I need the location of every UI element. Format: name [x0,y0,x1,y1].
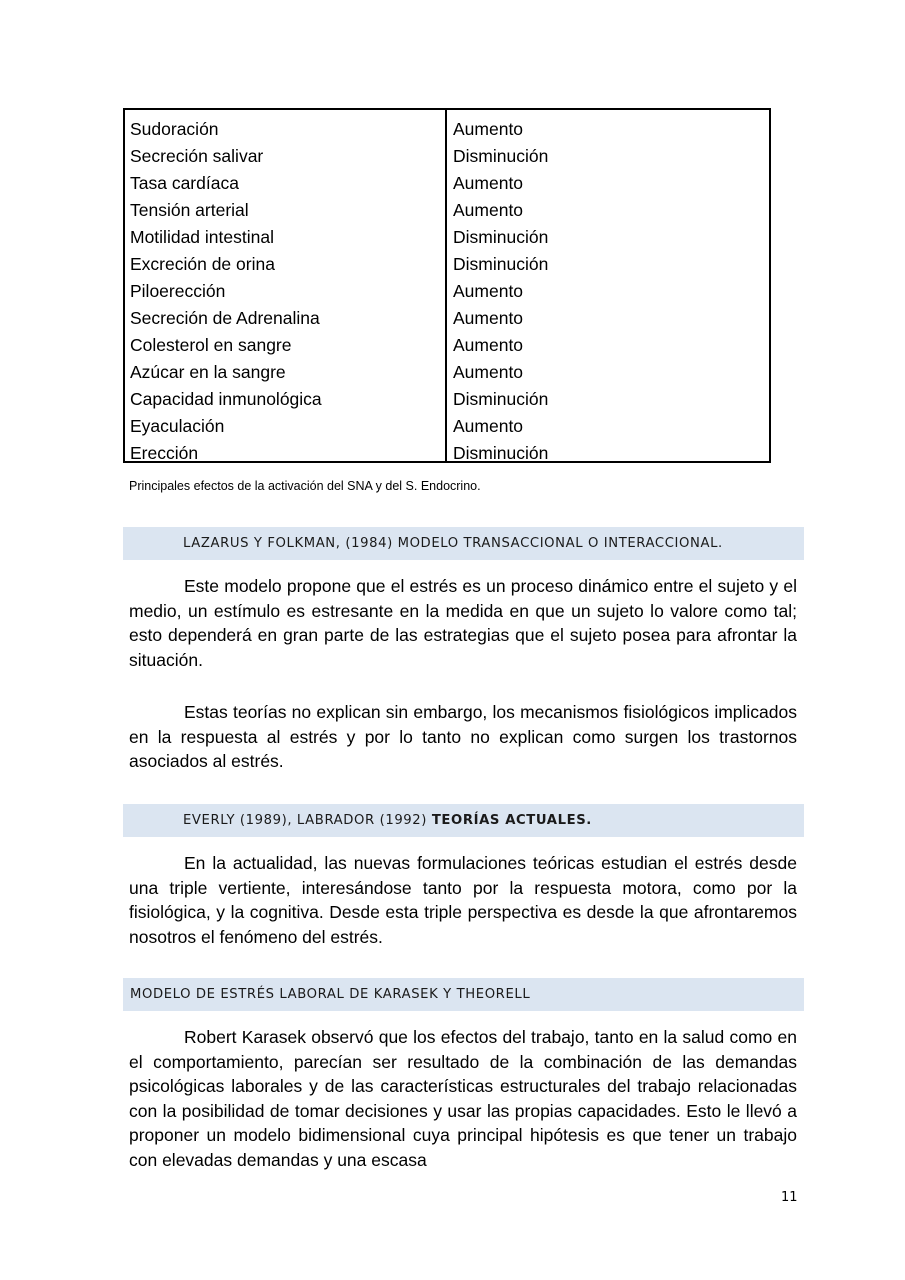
table-cell: Capacidad inmunológica [130,389,322,409]
table-cell: Disminución [453,254,549,274]
table-cell: Disminución [453,443,549,463]
table-cell: Aumento [453,335,524,355]
table-cell: Sudoración [130,119,219,139]
table-cell: Aumento [453,200,524,220]
paragraph: Estas teorías no explican sin embargo, los mecanismos fisiológicos implicados en la respuesta al estrés y por lo tanto no explican como surgen los trastornos asociados al estrés. [129,702,797,771]
table-cell: Aumento [453,308,524,328]
table-cell: Aumento [453,362,524,382]
table-cell: Secreción salivar [130,146,264,166]
table-cell: Colesterol en sangre [130,335,292,355]
heading-prefix: EVERLY (1989), LABRADOR (1992) [183,813,432,828]
effects-column-variable [125,110,447,461]
table-cell: Aumento [453,281,524,301]
table-cell: Aumento [453,416,524,436]
table-cell: Azúcar en la sangre [130,362,286,382]
section-heading-everly [123,804,804,837]
section-heading-lazarus: LAZARUS Y FOLKMAN, (1984) MODELO TRANSACCIONAL O INTERACCIONAL. [123,527,804,560]
table-cell: Aumento [453,119,524,139]
table-cell: Piloerección [130,281,226,301]
table-cell: Aumento [453,173,524,193]
table-cell: Erección [130,443,199,463]
table-cell: Motilidad intestinal [130,227,274,247]
table-cell: Tasa cardíaca [130,173,239,193]
table-cell: Disminución [453,146,549,166]
table-cell: Tensión arterial [130,200,249,220]
table-cell: Disminución [453,227,549,247]
section-heading-karasek: MODELO DE ESTRÉS LABORAL DE KARASEK Y THEORELL [123,978,804,1011]
table-cell: Secreción de Adrenalina [130,308,320,328]
page-number: 11 [781,1190,798,1205]
paragraph: Este modelo propone que el estrés es un proceso dinámico entre el sujeto y el medio, un estímulo es estresante en la medida en que un sujeto lo valore como tal; esto dependerá en gran parte de las estrategias que el sujeto posea para afrontar la situación. [129,576,797,670]
heading-bold: TEORÍAS ACTUALES. [431,813,592,828]
table-caption: Principales efectos de la activación del SNA y del S. Endocrino. [129,479,481,493]
table-cell: Eyaculación [130,416,225,436]
paragraph: Robert Karasek observó que los efectos del trabajo, tanto en la salud como en el comportamiento, parecían ser resultado de la combinación de las demandas psicológicas laborales y de las características estructurales del trabajo relacionadas con la posibilidad de tomar decisiones y usar las propias capacidades. Esto le llevó a proponer un modelo bidimensional cuya principal hipótesis es que tener un trabajo con elevadas demandas y una escasa [129,1027,797,1170]
table-cell: Excreción de orina [130,254,275,274]
table-cell: Disminución [453,389,549,409]
effects-table [123,108,771,463]
effects-column-change [447,110,769,461]
paragraph: En la actualidad, las nuevas formulaciones teóricas estudian el estrés desde una triple vertiente, interesándose tanto por la respuesta motora, como por la fisiológica, y la cognitiva. Desde esta triple perspectiva es desde la que afrontaremos nosotros el fenómeno del estrés. [129,853,797,947]
